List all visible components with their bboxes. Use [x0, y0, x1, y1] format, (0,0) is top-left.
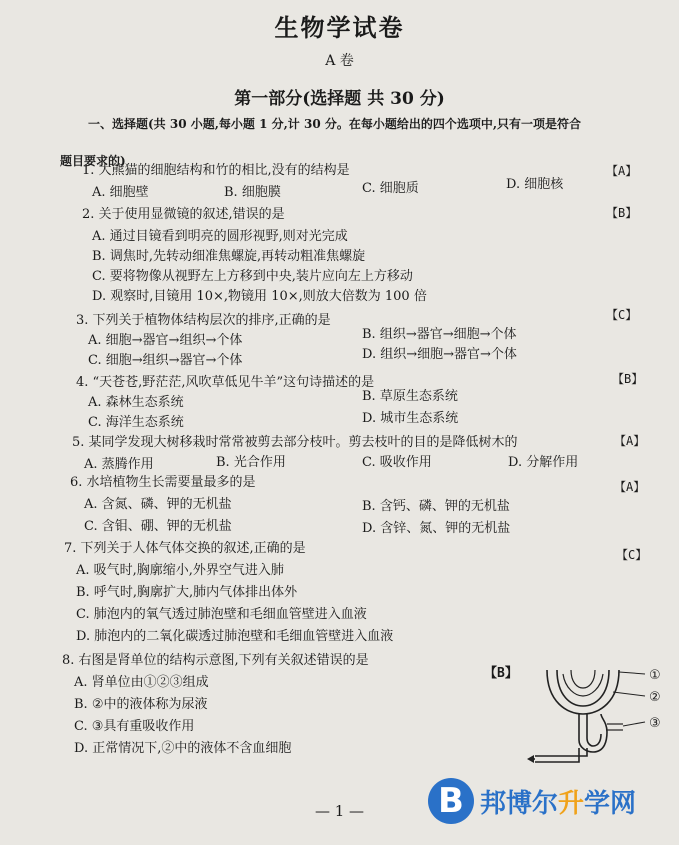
- option-b: B. 草原生态系统: [362, 389, 458, 404]
- watermark-b-icon: B: [428, 778, 474, 824]
- option-b: B. 调焦时,先转动细准焦螺旋,再转动粗准焦螺旋: [92, 249, 366, 264]
- option-c: C. 细胞→组织→器官→个体: [88, 353, 243, 368]
- option-a: A. 蒸腾作用: [84, 457, 154, 472]
- diagram-label-1: ①: [649, 668, 661, 683]
- option-d: D. 正常情况下,②中的液体不含血细胞: [74, 741, 292, 756]
- option-d: D. 肺泡内的二氧化碳透过肺泡壁和毛细血管壁进入血液: [76, 629, 394, 644]
- question-stem: 5. 某同学发现大树移栽时常常被剪去部分枝叶。剪去枝叶的目的是降低树木的: [72, 435, 518, 450]
- answer-mark: 【A】: [606, 164, 638, 178]
- exam-title: 生物学试卷: [274, 13, 405, 42]
- option-b: B. 组织→器官→细胞→个体: [362, 327, 517, 342]
- question-stem: 1. 大熊猫的细胞结构和竹的相比,没有的结构是: [82, 163, 350, 178]
- option-d: D. 细胞核: [506, 177, 564, 192]
- diagram-label-3: ③: [649, 716, 661, 731]
- part-heading: 第一部分(选择题 共 30 分): [234, 89, 445, 109]
- nephron-diagram: [527, 652, 669, 774]
- option-a: A. 肾单位由①②③组成: [74, 675, 209, 690]
- watermark-logo: [428, 778, 636, 824]
- page-number: — 1 —: [314, 802, 365, 820]
- question-stem: 7. 下列关于人体气体交换的叙述,正确的是: [64, 541, 306, 556]
- answer-mark: 【B】: [606, 206, 638, 220]
- option-c: C. 要将物像从视野左上方移到中央,装片应向左上方移动: [92, 269, 413, 284]
- option-c: C. 含钼、硼、钾的无机盐: [84, 519, 232, 534]
- answer-mark: 【C】: [606, 308, 638, 322]
- option-a: A. 森林生态系统: [88, 395, 184, 410]
- question-stem: 4. “天苍苍,野茫茫,风吹草低见牛羊”这句诗描述的是: [76, 375, 375, 390]
- question-stem: 2. 关于使用显微镜的叙述,错误的是: [82, 207, 285, 222]
- watermark-text: 邦博尔升学网: [480, 788, 637, 819]
- option-c: C. ③具有重吸收作用: [74, 719, 195, 734]
- answer-mark: 【A】: [614, 480, 646, 494]
- option-b: B. 呼气时,胸廓扩大,肺内气体排出体外: [76, 585, 298, 600]
- option-b: B. 光合作用: [216, 455, 286, 470]
- option-c: C. 细胞质: [362, 181, 419, 196]
- option-c: C. 吸收作用: [362, 455, 432, 470]
- option-d: D. 组织→细胞→器官→个体: [362, 347, 517, 362]
- option-d: D. 含锌、氮、钾的无机盐: [362, 521, 511, 536]
- answer-mark: 【B】: [612, 372, 644, 386]
- diagram-label-2: ②: [649, 690, 661, 705]
- option-b: B. ②中的液体称为尿液: [74, 697, 208, 712]
- option-d: D. 城市生态系统: [362, 411, 459, 426]
- answer-mark: 【A】: [614, 434, 646, 448]
- instructions-line-1: 一、选择题(共 30 小题,每小题 1 分,计 30 分。在每小题给出的四个选项中,只有一项是符合: [88, 117, 582, 131]
- option-a: A. 吸气时,胸廓缩小,外界空气进入肺: [76, 563, 284, 578]
- option-a: A. 含氮、磷、钾的无机盐: [84, 497, 232, 512]
- section-label: A 卷: [325, 53, 354, 69]
- option-a: A. 通过目镜看到明亮的圆形视野,则对光完成: [92, 229, 348, 244]
- option-d: D. 观察时,目镜用 10×,物镜用 10×,则放大倍数为 100 倍: [92, 289, 427, 304]
- question-stem: 8. 右图是肾单位的结构示意图,下列有关叙述错误的是: [62, 653, 369, 668]
- option-b: B. 细胞膜: [224, 185, 281, 200]
- option-b: B. 含钙、磷、钾的无机盐: [362, 499, 510, 514]
- question-stem: 6. 水培植物生长需要量最多的是: [70, 475, 256, 490]
- answer-mark: 【B】: [484, 666, 518, 681]
- option-c: C. 海洋生态系统: [88, 415, 184, 430]
- option-a: A. 细胞→器官→组织→个体: [88, 333, 243, 348]
- question-stem: 3. 下列关于植物体结构层次的排序,正确的是: [76, 313, 331, 328]
- option-c: C. 肺泡内的氧气透过肺泡壁和毛细血管壁进入血液: [76, 607, 367, 622]
- option-a: A. 细胞壁: [92, 185, 149, 200]
- instructions-line-2: 题目要求的): [60, 154, 126, 168]
- option-d: D. 分解作用: [508, 455, 579, 470]
- answer-mark: 【C】: [616, 548, 648, 562]
